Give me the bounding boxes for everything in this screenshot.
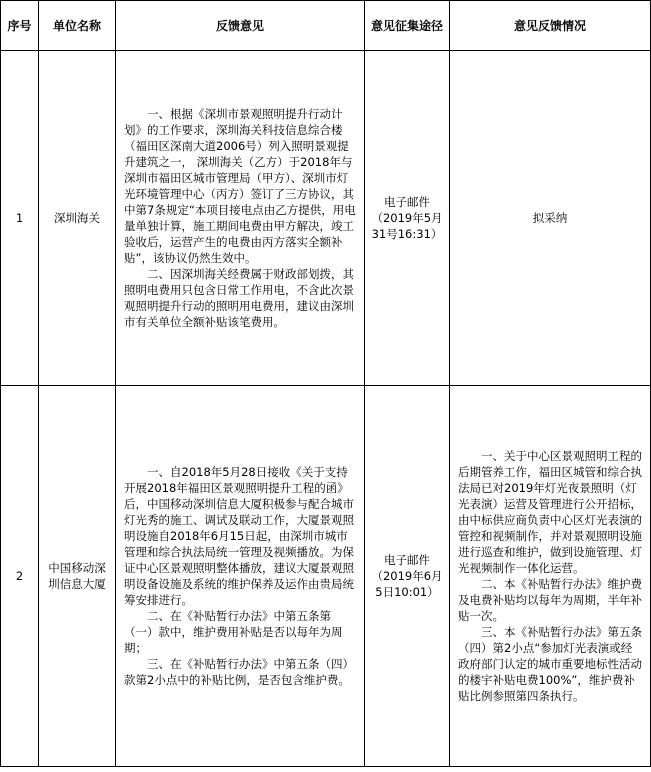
header-seq: 序号 [1,1,39,51]
row-channel: 电子邮件（2019年5月31号16:31） [365,51,450,386]
response-paragraph: 三、本《补贴暂行办法》第五条（四）第2小点“参加灯光表演或经政府部门认定的城市重要地标性活动的楼宇补贴电费100%”，维护费补贴比例参照第四条执行。 [458,625,642,703]
row-unit: 中国移动深圳信息大厦 [39,386,116,767]
feedback-paragraph: 二、因深圳海关经费属于财政部划拨，其照明电费用只包含日常工作用电，不含此次景观照明提升行动的照明用电费用，建议由深圳市有关单位全额补贴该笔费用。 [124,267,354,329]
response-paragraph: 一、关于中心区景观照明工程的后期管养工作，福田区城管和综合执法局已对2019年灯光夜景照明（灯光表演）运营及管理进行公开招标，由中标供应商负责中心区灯光表演的管控和视频制作，并对景观照明设施进行巡查和维护，做到设施管理、灯光视频制作一体化运营。 [458,449,642,575]
feedback-paragraph: 一、自2018年5月28日接收《关于支持开展2018年福田区景观照明提升工程的函》后，中国移动深圳信息大厦积极参与配合城市灯光秀的施工、调试及联动工作，大厦景观照明设施自2018年6月15日起，由深圳市城市管理和综合执法局统一管理及视频播放。为保证中心区景观照明整体播放，建议大厦景观照明设备设施及系统的维护保养及运作由贵局统筹安排进行。 [124,465,354,607]
feedback-paragraph: 三、在《补贴暂行办法》中第五条（四）款第2小点中的补贴比例，是否包含维护费。 [124,657,354,687]
header-response: 意见反馈情况 [450,1,651,51]
response-text: 拟采纳 [532,211,568,225]
row-response [450,386,651,767]
row-unit: 深圳海关 [39,51,116,386]
table-header-row [1,1,651,51]
header-unit: 单位名称 [39,1,116,51]
row-channel: 电子邮件（2019年6月5日10:01） [365,386,450,767]
table-row [1,51,651,386]
feedback-paragraph: 一、根据《深圳市景观照明提升行动计划》的工作要求，深圳海关科技信息综合楼（福田区深南大道2006号）列入照明景观提升建筑之一， 深圳海关（乙方）于2018年与深圳市福田区城市管理局（甲方）、深圳市灯光环境管理中心（丙方）签订了三方协议，其中第7条规定“本项目接电点由乙方提供，用电量单独计算，施工期间电费由甲方解决，竣工验收后，运营产生的电费由丙方落实全额补贴”，该协议仍然生效中。 [124,107,356,265]
row-seq: 1 [1,51,39,386]
row-response [450,51,651,386]
response-paragraph: 二、本《补贴暂行办法》维护费及电费补贴均以每年为周期，半年补贴一次。 [458,577,642,623]
table-row [1,386,651,767]
row-seq: 2 [1,386,39,767]
row-feedback [116,386,365,767]
header-channel: 意见征集途径 [365,1,450,51]
row-feedback [116,51,365,386]
feedback-paragraph: 二、在《补贴暂行办法》中第五条第（一）款中，维护费用补贴是否以每年为周期； [124,609,343,655]
header-feedback: 反馈意见 [116,1,365,51]
